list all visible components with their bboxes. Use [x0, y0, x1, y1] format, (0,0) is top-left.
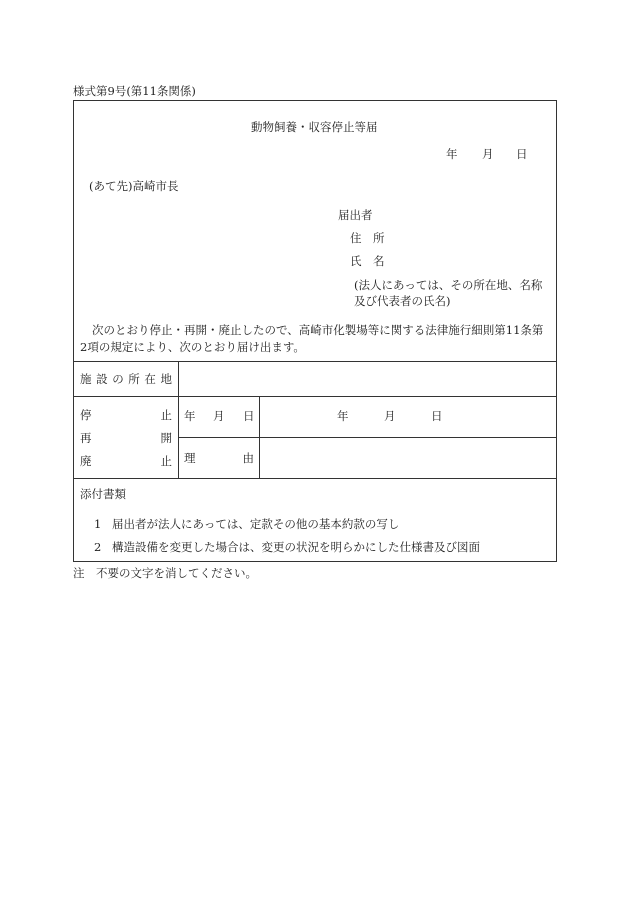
statement-line2: 2項の規定により、次のとおり届け出ます。 [80, 340, 305, 354]
table-line-bottom [73, 478, 557, 479]
address-label: 住 所 [350, 231, 385, 245]
attachment-item-number: 2 [94, 540, 102, 554]
name-label: 氏 名 [350, 254, 385, 268]
label-character: 再 [80, 431, 92, 445]
table-line-location-bottom [73, 396, 557, 397]
frame-bottom-border [73, 561, 557, 562]
attachment-item-text: 構造設備を変更した場合は、変更の状況を明らかにした仕様書及び図面 [112, 540, 480, 554]
label-character: の [112, 372, 124, 386]
facility-location-label [80, 374, 172, 386]
attachment-item-text: 届出者が法人にあっては、定款その他の基本約款の写し [112, 517, 400, 531]
label-character: 止 [160, 454, 172, 468]
date-label-month: 月 [213, 409, 225, 423]
table-line-date-bottom [178, 437, 557, 438]
frame-top-border [73, 100, 557, 101]
date-value-month: 月 [384, 409, 396, 423]
header-day-label: 日 [516, 147, 528, 161]
corporate-note-line1: (法人にあっては、その所在地、名称 [354, 278, 543, 292]
label-character: 停 [80, 408, 92, 422]
label-character: 廃 [80, 454, 92, 468]
date-label-day: 日 [243, 409, 255, 423]
form-number-label: 様式第9号(第11条関係) [73, 84, 196, 98]
label-character: 理 [184, 451, 196, 465]
statement-line1: 次のとおり停止・再開・廃止したので、高崎市化製場等に関する法律施行細則第11条第 [92, 323, 544, 337]
addressee: (あて先)高崎市長 [89, 179, 179, 193]
corporate-note-line2: 及び代表者の氏名) [354, 294, 451, 308]
footnote: 注 不要の文字を消してください。 [73, 566, 257, 580]
status-label-abolish [80, 456, 172, 468]
table-line-top [73, 361, 557, 362]
frame-right-border [556, 100, 557, 562]
applicant-heading: 届出者 [338, 208, 373, 222]
date-label-year: 年 [184, 409, 196, 423]
header-month-label: 月 [482, 147, 494, 161]
attachments-heading: 添付書類 [80, 487, 126, 501]
label-character: 設 [96, 372, 108, 386]
label-character: 在 [144, 372, 156, 386]
reason-label [184, 453, 254, 465]
table-vline-label-column [178, 361, 179, 478]
frame-left-border [73, 100, 74, 562]
label-character: 開 [160, 431, 172, 445]
label-character: 所 [128, 372, 140, 386]
form-title: 動物飼養・収容停止等届 [251, 120, 378, 134]
date-value-year: 年 [337, 409, 349, 423]
label-character: 由 [242, 451, 254, 465]
status-label-stop [80, 410, 172, 422]
header-year-label: 年 [446, 147, 458, 161]
label-character: 施 [80, 372, 92, 386]
attachment-item-number: 1 [94, 517, 102, 531]
label-character: 止 [160, 408, 172, 422]
date-value-day: 日 [431, 409, 443, 423]
table-vline-value-column [259, 396, 260, 478]
status-label-resume [80, 433, 172, 445]
label-character: 地 [160, 372, 172, 386]
